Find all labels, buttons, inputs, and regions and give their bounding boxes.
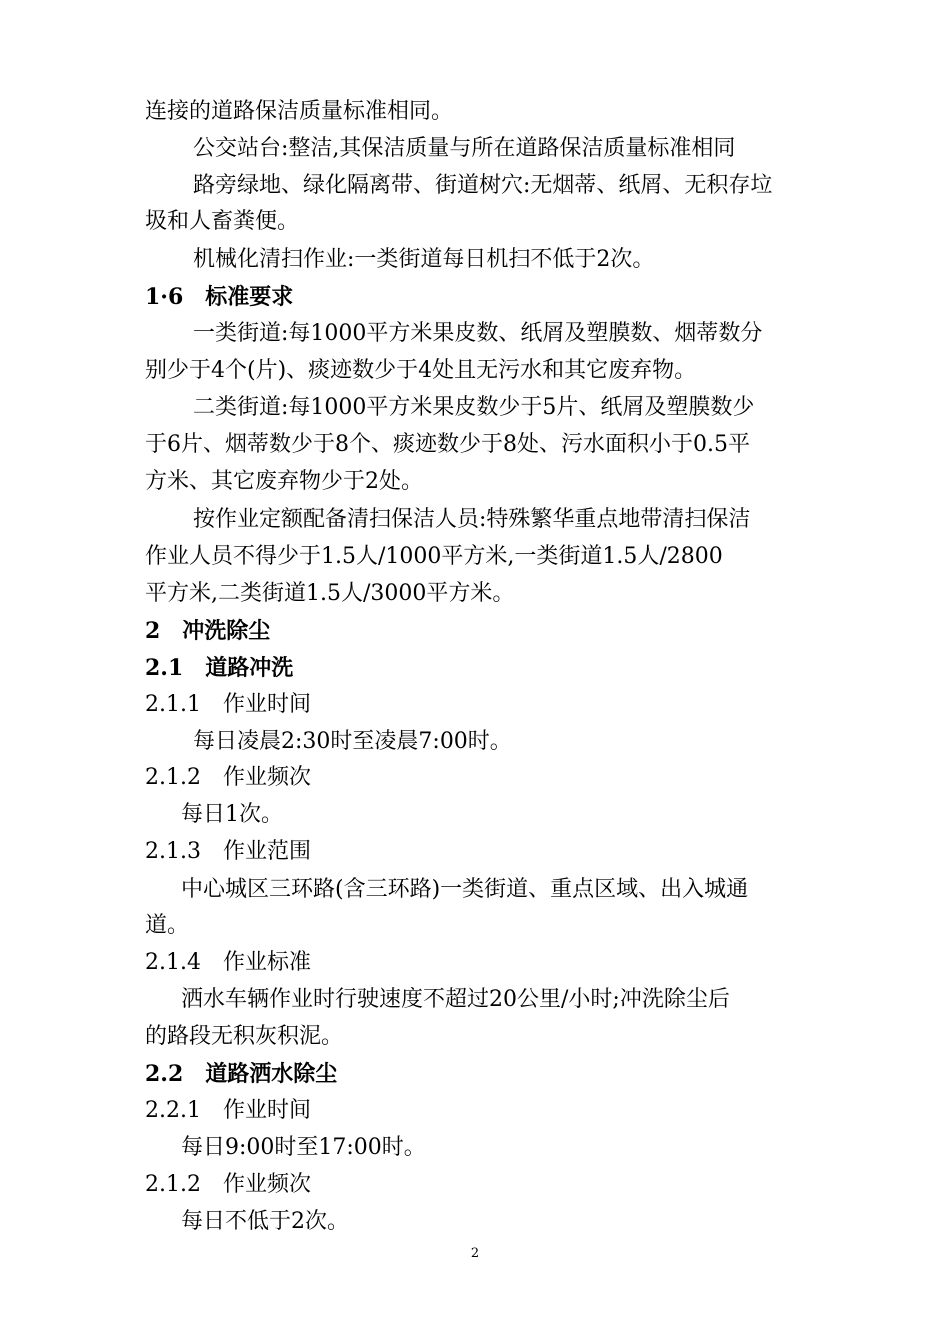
body-text-line: 公交站台:整洁,其保洁质量与所在道路保洁质量标准相同 <box>193 136 736 161</box>
item-heading: 2.1.2 作业频次 <box>145 765 311 790</box>
body-text-line: 中心城区三环路(含三环路)一类街道、重点区域、出入城通 <box>181 877 749 902</box>
section-heading: 2 冲洗除尘 <box>145 618 271 644</box>
body-text-line: 的路段无积灰积泥。 <box>145 1024 344 1049</box>
body-text-line: 机械化清扫作业:一类街道每日机扫不低于2次。 <box>193 247 655 272</box>
item-heading: 2.2.1 作业时间 <box>145 1098 311 1123</box>
body-text-line: 方米、其它废弃物少于2处。 <box>145 469 423 494</box>
body-text-line: 洒水车辆作业时行驶速度不超过20公里/小时;冲洗除尘后 <box>181 987 730 1012</box>
item-heading: 2.1.1 作业时间 <box>145 692 311 717</box>
body-text-line: 别少于4个(片)、痰迹数少于4处且无污水和其它废弃物。 <box>145 358 697 383</box>
body-text-line: 每日凌晨2:30时至凌晨7:00时。 <box>193 729 512 754</box>
body-text-line: 连接的道路保洁质量标准相同。 <box>145 99 454 124</box>
subsection-heading: 2.1 道路冲洗 <box>145 655 294 681</box>
body-text-line: 作业人员不得少于1.5人/1000平方米,一类街道1.5人/2800 <box>145 544 723 569</box>
body-text-line: 于6片、烟蒂数少于8个、痰迹数少于8处、污水面积小于0.5平 <box>145 432 750 457</box>
item-heading: 2.1.2 作业频次 <box>145 1172 311 1197</box>
section-heading: 1·6 标准要求 <box>145 284 294 310</box>
body-text-line: 按作业定额配备清扫保洁人员:特殊繁华重点地带清扫保洁 <box>193 507 751 532</box>
body-text-line: 每日9:00时至17:00时。 <box>181 1135 426 1160</box>
body-text-line: 每日不低于2次。 <box>181 1209 349 1234</box>
body-text-line: 圾和人畜粪便。 <box>145 209 300 234</box>
item-heading: 2.1.4 作业标准 <box>145 950 311 975</box>
page-number: 2 <box>470 1246 480 1261</box>
body-text-line: 道。 <box>145 913 190 938</box>
subsection-heading: 2.2 道路洒水除尘 <box>145 1061 338 1087</box>
body-text-line: 一类街道:每1000平方米果皮数、纸屑及塑膜数、烟蒂数分 <box>193 321 763 346</box>
body-text-line: 路旁绿地、绿化隔离带、街道树穴:无烟蒂、纸屑、无积存垃 <box>193 173 773 198</box>
body-text-line: 平方米,二类街道1.5人/3000平方米。 <box>145 581 515 606</box>
body-text-line: 每日1次。 <box>181 802 283 827</box>
body-text-line: 二类街道:每1000平方米果皮数少于5片、纸屑及塑膜数少 <box>193 395 755 420</box>
item-heading: 2.1.3 作业范围 <box>145 839 311 864</box>
